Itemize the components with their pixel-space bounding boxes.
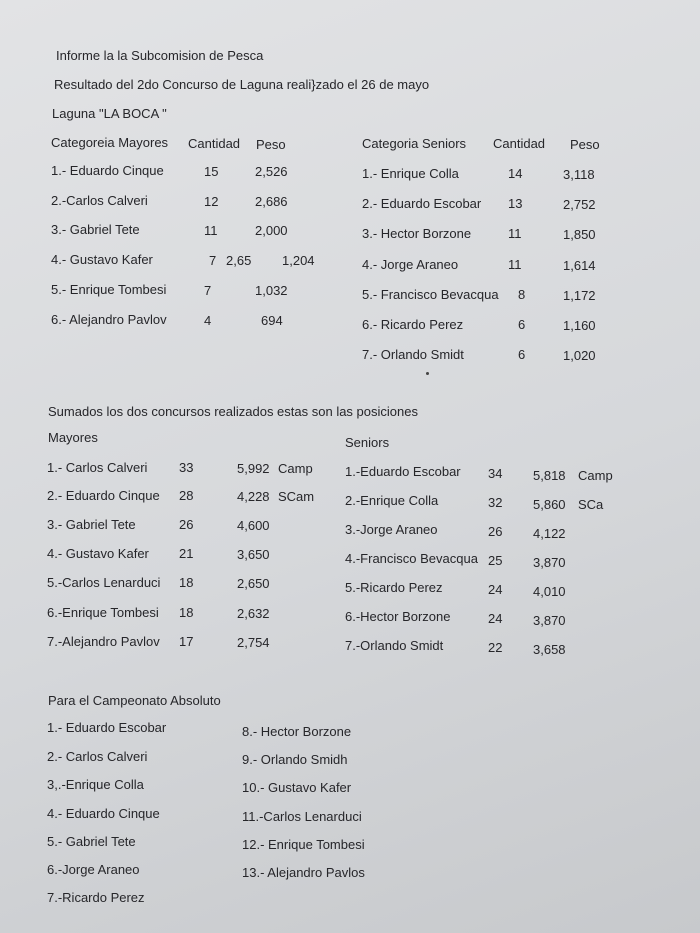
sumados-mayores-name: 6.-Enrique Tombesi (47, 605, 159, 620)
sumados-mayores-puntos: 28 (179, 488, 194, 503)
sumados-seniors-puntos: 34 (488, 466, 503, 481)
seniors-row-name: 7.- Orlando Smidt (362, 347, 464, 362)
mayores-row-peso: 1,204 (282, 253, 315, 268)
sumados-mayores-name: 5.-Carlos Lenarduci (47, 575, 161, 590)
sumados-mayores-puntos: 33 (179, 460, 194, 475)
ink-dot (426, 372, 429, 375)
seniors-row-peso: 1,172 (563, 288, 596, 303)
mayores-col-peso: Peso (256, 137, 286, 152)
sumados-seniors-peso: 5,860 (533, 497, 566, 512)
seniors-col-peso: Peso (570, 137, 600, 152)
sumados-seniors-peso: 4,122 (533, 526, 566, 541)
mayores-row-extra: 2,65 (226, 253, 252, 268)
seniors-row-peso: 1,850 (563, 227, 596, 242)
sumados-seniors-name: 3.-Jorge Araneo (345, 522, 438, 537)
mayores-row-name: 2.-Carlos Calveri (51, 193, 148, 208)
mayores-row-peso: 2,000 (255, 223, 288, 238)
seniors-row-name: 1.- Enrique Colla (362, 166, 459, 181)
sumados-seniors-puntos: 22 (488, 640, 503, 655)
sumados-mayores-puntos: 17 (179, 634, 194, 649)
seniors-row-cantidad: 13 (508, 196, 523, 211)
seniors-row-cantidad: 14 (508, 166, 523, 181)
mayores-row-name: 3.- Gabriel Tete (51, 222, 140, 237)
seniors-row-name: 6.- Ricardo Perez (362, 317, 464, 332)
sumados-seniors-name: 2.-Enrique Colla (345, 493, 439, 508)
seniors-row-cantidad: 11 (508, 257, 522, 272)
mayores-row-cantidad: 4 (204, 313, 212, 328)
seniors-row-cantidad: 11 (508, 226, 522, 241)
seniors-row-peso: 2,752 (563, 197, 596, 212)
seniors-row-name: 3.- Hector Borzone (362, 226, 472, 241)
sumados-mayores-peso: 3,650 (237, 547, 270, 562)
mayores-row-name: 1.- Eduardo Cinque (51, 163, 164, 178)
absoluto-right-item: 13.- Alejandro Pavlos (242, 865, 365, 880)
absoluto-left-item: 6.-Jorge Araneo (47, 862, 140, 877)
seniors-row-peso: 1,614 (563, 258, 596, 273)
mayores-row-cantidad: 12 (204, 194, 219, 209)
mayores-row-cantidad: 11 (204, 223, 218, 238)
sumados-seniors-puntos: 24 (488, 582, 503, 597)
sumados-seniors-note: SCa (578, 497, 604, 512)
sumados-mayores-peso: 4,600 (237, 518, 270, 533)
mayores-row-name: 6.- Alejandro Pavlov (51, 312, 167, 327)
sumados-mayores-name: 1.- Carlos Calveri (47, 460, 148, 475)
report-subtitle: Resultado del 2do Concurso de Laguna reali}zado el 26 de mayo (54, 77, 430, 92)
sumados-seniors-heading: Seniors (345, 435, 390, 450)
sumados-title: Sumados los dos concursos realizados estas son las posiciones (48, 404, 418, 419)
laguna-name: Laguna "LA BOCA " (52, 106, 167, 121)
sumados-seniors-name: 6.-Hector Borzone (345, 609, 451, 624)
seniors-row-name: 5.- Francisco Bevacqua (362, 287, 499, 302)
seniors-row-name: 4.- Jorge Araneo (362, 257, 459, 272)
sumados-mayores-puntos: 18 (179, 605, 194, 620)
absoluto-left-item: 5.- Gabriel Tete (47, 834, 136, 849)
sumados-mayores-puntos: 18 (179, 575, 194, 590)
absoluto-right-item: 11.-Carlos Lenarduci (242, 809, 362, 824)
sumados-seniors-peso: 3,870 (533, 555, 566, 570)
absoluto-right-item: 12.- Enrique Tombesi (242, 837, 365, 852)
absoluto-left-item: 1.- Eduardo Escobar (47, 720, 167, 735)
seniors-row-peso: 1,020 (563, 348, 596, 363)
sumados-seniors-puntos: 26 (488, 524, 503, 539)
sumados-mayores-name: 7.-Alejandro Pavlov (47, 634, 160, 649)
absoluto-right-item: 10.- Gustavo Kafer (242, 780, 352, 795)
absoluto-left-item: 7.-Ricardo Perez (47, 890, 145, 905)
seniors-row-cantidad: 6 (518, 347, 526, 362)
sumados-mayores-name: 2.- Eduardo Cinque (47, 488, 160, 503)
mayores-row-peso: 2,526 (255, 164, 288, 179)
sumados-seniors-puntos: 24 (488, 611, 503, 626)
sumados-seniors-puntos: 32 (488, 495, 503, 510)
mayores-row-name: 5.- Enrique Tombesi (51, 282, 167, 297)
mayores-row-cantidad: 15 (204, 164, 219, 179)
mayores-row-cantidad: 7 (204, 283, 212, 298)
mayores-row-peso: 694 (261, 313, 283, 328)
seniors-col-cantidad: Cantidad (493, 136, 546, 151)
seniors-row-peso: 1,160 (563, 318, 596, 333)
report-title: Informe la la Subcomision de Pesca (56, 48, 264, 63)
sumados-seniors-puntos: 25 (488, 553, 503, 568)
absoluto-right-item: 8.- Hector Borzone (242, 724, 352, 739)
absoluto-title: Para el Campeonato Absoluto (48, 693, 221, 708)
mayores-row-peso: 1,032 (255, 283, 288, 298)
mayores-row-cantidad: 7 (209, 253, 217, 268)
sumados-seniors-name: 7.-Orlando Smidt (345, 638, 444, 653)
seniors-row-peso: 3,118 (563, 167, 595, 182)
sumados-seniors-name: 1.-Eduardo Escobar (345, 464, 461, 479)
sumados-mayores-peso: 5,992 (237, 461, 270, 476)
sumados-seniors-peso: 5,818 (533, 468, 566, 483)
sumados-seniors-note: Camp (578, 468, 613, 483)
sumados-seniors-name: 4.-Francisco Bevacqua (345, 551, 478, 566)
seniors-row-cantidad: 6 (518, 317, 526, 332)
sumados-mayores-puntos: 21 (179, 546, 194, 561)
mayores-row-name: 4.- Gustavo Kafer (51, 252, 153, 267)
sumados-mayores-peso: 4,228 (237, 489, 270, 504)
sumados-mayores-peso: 2,632 (237, 606, 270, 621)
sumados-seniors-peso: 4,010 (533, 584, 566, 599)
seniors-col-category: Categoria Seniors (362, 136, 467, 151)
absoluto-left-item: 3,.-Enrique Colla (47, 777, 144, 792)
absoluto-left-item: 4.- Eduardo Cinque (47, 806, 160, 821)
absoluto-right-item: 9.- Orlando Smidh (242, 752, 348, 767)
sumados-mayores-puntos: 26 (179, 517, 194, 532)
sumados-mayores-note: Camp (278, 461, 313, 476)
sumados-mayores-peso: 2,754 (237, 635, 270, 650)
sumados-seniors-peso: 3,870 (533, 613, 566, 628)
sumados-mayores-note: SCam (278, 489, 315, 504)
mayores-col-cantidad: Cantidad (188, 136, 241, 151)
sumados-mayores-name: 4.- Gustavo Kafer (47, 546, 149, 561)
absoluto-left-item: 2.- Carlos Calveri (47, 749, 148, 764)
mayores-col-category: Categoreia Mayores (51, 135, 169, 150)
seniors-row-cantidad: 8 (518, 287, 526, 302)
sumados-mayores-heading: Mayores (48, 430, 98, 445)
mayores-row-peso: 2,686 (255, 194, 288, 209)
sumados-seniors-name: 5.-Ricardo Perez (345, 580, 443, 595)
sumados-mayores-name: 3.- Gabriel Tete (47, 517, 136, 532)
sumados-mayores-peso: 2,650 (237, 576, 270, 591)
seniors-row-name: 2.- Eduardo Escobar (362, 196, 482, 211)
sumados-seniors-peso: 3,658 (533, 642, 566, 657)
